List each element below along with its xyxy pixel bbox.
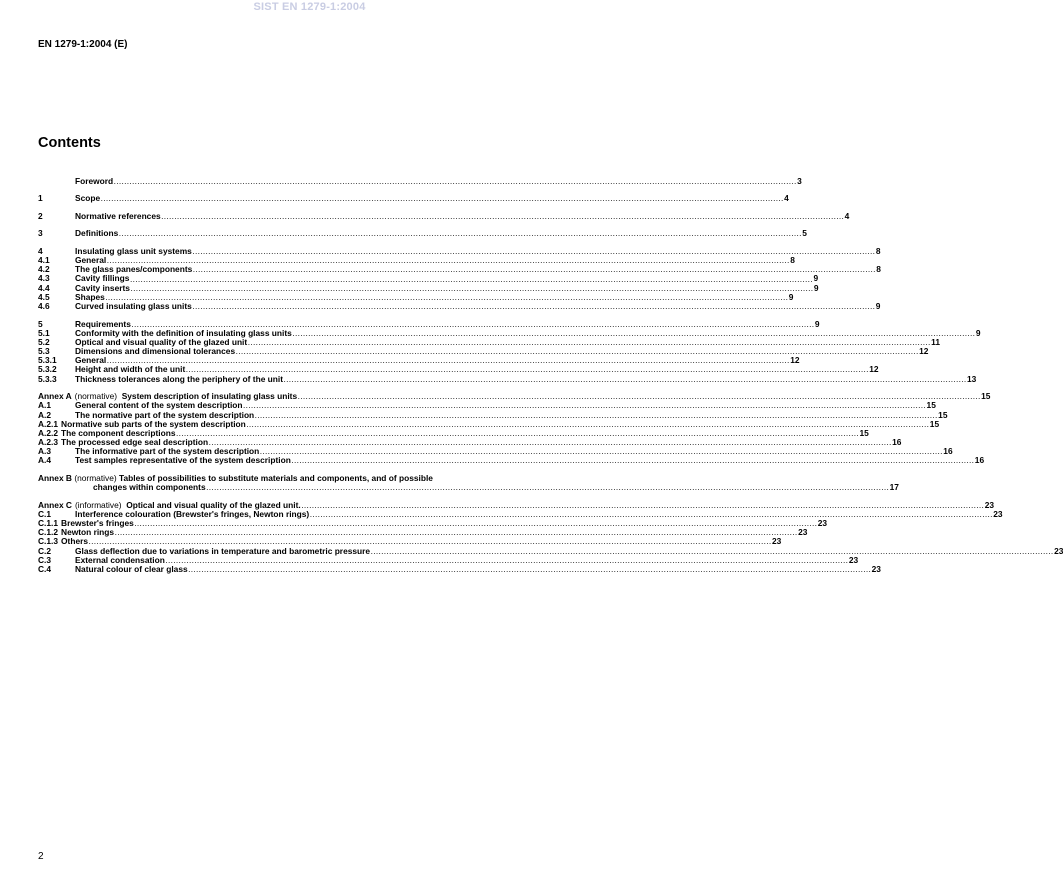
toc-entry-title: Glass deflection due to variations in temperature and barometric pressure [75, 545, 371, 556]
toc-entry-page: 16 [892, 437, 902, 448]
toc-entry-title-group [75, 194, 100, 203]
toc-entry-title: Foreword [75, 175, 114, 186]
toc-entry-title: Others [61, 536, 89, 547]
toc-entry-number: 4.5 [38, 291, 50, 302]
table-of-contents [38, 175, 1063, 574]
toc-entry[interactable] [38, 175, 802, 186]
toc-entry-page: 23 [871, 563, 881, 574]
contents-title: Contents [38, 135, 101, 151]
toc-entry-title-group [75, 456, 291, 465]
toc-entry-page: 9 [813, 282, 819, 293]
toc-leader-dots [291, 456, 974, 465]
toc-entry-page: 9 [875, 301, 881, 312]
toc-entry[interactable] [38, 193, 789, 204]
toc-entry-number: 4.3 [38, 273, 50, 284]
toc-entry-page: 9 [788, 291, 794, 302]
toc-entry-title: Tables of possibilities to substitute materials and components, and of possible [119, 472, 433, 483]
toc-entry-page: 23 [848, 554, 859, 565]
toc-entry-number: C.1 [38, 508, 52, 519]
toc-entry-number: A.2.1 [38, 418, 59, 429]
toc-entry-number: 4.4 [38, 282, 50, 293]
toc-entry-annex-type: (normative) [74, 391, 118, 402]
toc-entry[interactable] [38, 228, 807, 239]
toc-entry-number: 5.3.3 [38, 373, 57, 384]
toc-entry-number: C.1.3 [38, 536, 59, 547]
toc-entry-title: Natural colour of clear glass [75, 563, 188, 574]
toc-entry-number: C.2 [38, 545, 52, 556]
toc-entry-title: Insulating glass unit systems [75, 245, 192, 256]
toc-leader-dots [114, 177, 797, 186]
toc-entry-page: 23 [798, 527, 808, 538]
toc-entry-title: General [75, 255, 107, 266]
toc-leader-dots [206, 483, 889, 492]
toc-entry-number: 4.6 [38, 301, 50, 312]
toc-entry[interactable] [38, 210, 850, 221]
page-number: 2 [38, 851, 44, 862]
toc-entry-page: 8 [790, 255, 795, 266]
toc-entry-title: Thickness tolerances along the periphery of the unit [75, 373, 284, 384]
toc-entry-number: 2 [38, 210, 43, 221]
toc-entry[interactable] [38, 563, 881, 574]
toc-leader-dots [192, 302, 875, 311]
toc-entry-page: 23 [993, 508, 1003, 519]
toc-leader-dots [119, 229, 802, 238]
toc-entry-title: Curved insulating glass units [75, 301, 192, 312]
toc-entry-number: 3 [38, 228, 43, 239]
toc-entry-number: 1 [38, 193, 43, 204]
toc-entry-number: Annex A [38, 391, 72, 402]
toc-entry-page: 23 [772, 536, 782, 547]
toc-entry-page: 4 [784, 193, 789, 204]
toc-entry-page: 3 [797, 175, 802, 186]
document-id: EN 1279-1:2004 (E) [38, 39, 128, 50]
toc-leader-dots [188, 565, 871, 574]
toc-entry-number: A.2 [38, 409, 52, 420]
toc-entry-title: Test samples representative of the system description [75, 455, 291, 466]
toc-entry-number: C.4 [38, 563, 52, 574]
toc-entry-title: Cavity inserts [75, 282, 130, 293]
toc-entry-page: 9 [813, 273, 819, 284]
toc-entry-page: 11 [931, 336, 941, 347]
toc-entry-number: Annex B [38, 472, 72, 483]
toc-entry-title-group [75, 302, 192, 311]
toc-entry-number: A.2.2 [38, 427, 59, 438]
toc-entry-page: 8 [875, 245, 881, 256]
toc-entry-title-group [75, 565, 188, 574]
toc-entry-title: Cavity fillings [75, 273, 130, 284]
toc-entry-page: 15 [938, 409, 948, 420]
toc-entry-title-continued: changes within components [93, 482, 206, 493]
toc-leader-dots [284, 375, 967, 384]
toc-entry-number: C.3 [38, 554, 52, 565]
toc-leader-dots [101, 194, 784, 203]
toc-entry-title-group [75, 177, 113, 186]
toc-entry-page: 4 [844, 210, 850, 221]
toc-entry-page: 15 [981, 391, 991, 402]
toc-entry-number: 4 [38, 245, 43, 256]
toc-entry-number: A.2.3 [38, 437, 59, 448]
toc-entry[interactable] [38, 373, 977, 384]
watermark: SIST EN 1279-1:2004 [253, 1, 366, 13]
toc-entry-title: Shapes [75, 291, 105, 302]
toc-entry-title: Brewster's fringes [61, 517, 134, 528]
toc-entry-number: 5.3 [38, 346, 50, 357]
toc-entry-number: 5.2 [38, 336, 50, 347]
toc-entry-title: Dimensions and dimensional tolerances [75, 346, 236, 357]
toc-entry-number: 5 [38, 318, 43, 329]
toc-entry-page: 16 [943, 446, 953, 457]
toc-entry-title: The component descriptions [61, 427, 176, 438]
toc-entry-number: 5.3.1 [38, 355, 57, 366]
toc-entry-annex-b[interactable] [38, 472, 899, 493]
toc-entry-page: 5 [802, 228, 807, 239]
toc-entry-page: 15 [926, 400, 936, 411]
toc-entry-title: Normative sub parts of the system description [61, 418, 246, 429]
toc-entry-number: A.3 [38, 446, 52, 457]
toc-entry-page: 13 [967, 373, 977, 384]
toc-entry-title: Conformity with the definition of insulating glass units [75, 327, 292, 338]
toc-entry-page: 9 [975, 327, 981, 338]
toc-entry-title-group [75, 375, 283, 384]
toc-entry-title: External condensation [75, 554, 165, 565]
toc-entry-number: C.1.2 [38, 527, 59, 538]
toc-entry-number: 5.3.2 [38, 364, 57, 375]
toc-entry-title: Definitions [75, 228, 119, 239]
toc-entry-title: The informative part of the system description [75, 446, 260, 457]
toc-entry-title: Normative references [75, 210, 161, 221]
toc-entry-number: C.1.1 [38, 517, 59, 528]
toc-entry-number: Annex C [38, 499, 72, 510]
toc-entry-title: The processed edge seal description [61, 437, 209, 448]
toc-entry-title: General [75, 355, 107, 366]
toc-leader-dots [161, 212, 844, 221]
toc-entry-title: The glass panes/components [75, 264, 193, 275]
toc-entry-title: Interference colouration (Brewster's fringes, Newton rings) [75, 508, 310, 519]
toc-entry-title: General content of the system description [75, 400, 243, 411]
toc-entry-number: A.4 [38, 455, 52, 466]
toc-entry-title: Requirements [75, 318, 131, 329]
toc-entry-title: Optical and visual quality of the glazed unit [75, 336, 248, 347]
toc-entry-page: 23 [1054, 545, 1063, 556]
toc-entry-page: 12 [790, 355, 800, 366]
toc-entry-page: 23 [817, 517, 828, 528]
toc-entry-number: A.1 [38, 400, 52, 411]
toc-entry-page: 12 [869, 364, 879, 375]
toc-entry-title: Height and width of the unit [75, 364, 186, 375]
toc-entry-page: 9 [814, 318, 820, 329]
toc-entry-page: 17 [889, 482, 899, 493]
toc-entry-title-group [75, 212, 161, 221]
toc-entry-page: 15 [859, 427, 869, 438]
toc-entry-title: Scope [75, 193, 101, 204]
toc-entry-title: Newton rings [61, 527, 115, 538]
toc-entry-number: 5.1 [38, 327, 50, 338]
toc-entry-annex-type: (normative) [74, 472, 117, 483]
toc-entry-page: 16 [974, 455, 985, 466]
toc-entry-title-group [75, 229, 118, 238]
toc-entry-annex-type: (informative) [74, 499, 122, 510]
toc-entry-page: 15 [929, 418, 940, 429]
toc-entry-number: 4.2 [38, 264, 50, 275]
toc-entry[interactable] [38, 455, 985, 466]
toc-entry[interactable] [38, 301, 881, 312]
toc-entry-title: The normative part of the system description [75, 409, 255, 420]
toc-entry-page: 12 [919, 346, 929, 357]
toc-entry-title: System description of insulating glass units [121, 391, 298, 402]
toc-entry-page: 23 [984, 499, 995, 510]
toc-entry-number: 4.1 [38, 255, 50, 266]
toc-entry-title: Optical and visual quality of the glazed unit. [126, 499, 301, 510]
toc-entry-page: 8 [876, 264, 881, 275]
